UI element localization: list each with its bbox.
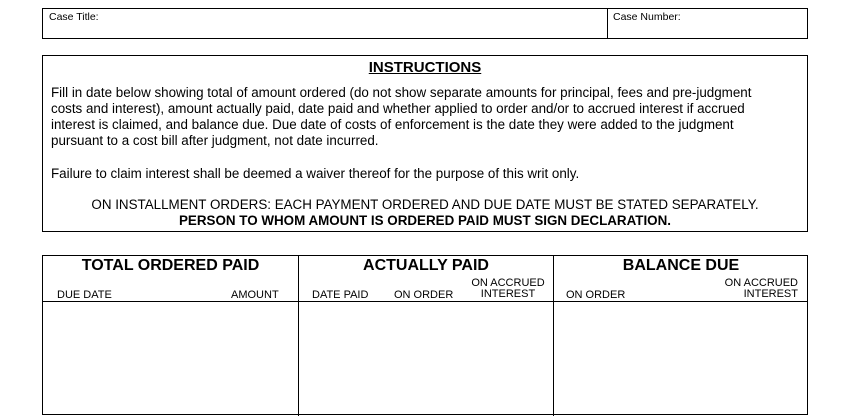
balance-due-entry-area[interactable] [557,304,808,408]
actually-paid-entry-area[interactable] [302,304,553,408]
case-header-divider [607,9,608,38]
declaration-text: PERSON TO WHOM AMOUNT IS ORDERED PAID MUST SIGN DECLARATION. [179,213,671,228]
case-title-field[interactable] [49,24,599,37]
instructions-line: costs and interest), amount actually paid, date paid and whether applied to order and/or to accrued interest if accrued [51,101,745,116]
instructions-paragraph [51,85,785,149]
table-divider-1 [298,256,299,416]
case-number-field[interactable] [613,24,801,37]
installment-text: ON INSTALLMENT ORDERS: EACH PAYMENT ORDERED AND DUE DATE MUST BE STATED SEPARATELY. [91,197,759,212]
payment-table [42,255,808,415]
table-divider-2 [553,256,554,416]
instructions-line: pursuant to a cost bill after judgment, not date incurred. [51,133,379,148]
column-balance-accrued-interest [703,278,798,300]
section-actually-paid: ACTUALLY PAID [363,257,489,274]
instructions-line: interest is claimed, and balance due. Due date of costs of enforcement is the date they were added to the judgment [51,117,734,132]
instructions-line: Fill in date below showing total of amount ordered (do not show separate amounts for principal, fees and pre-judgment [51,85,752,100]
column-due-date: DUE DATE [57,289,112,301]
case-number-label: Case Number: [613,11,681,23]
column-label-line: ON ACCRUED [471,277,545,289]
column-date-paid: DATE PAID [312,289,369,301]
table-header-rule [43,301,807,302]
section-total-ordered-paid: TOTAL ORDERED PAID [81,257,260,274]
column-on-accrued-interest [466,278,550,300]
column-on-order: ON ORDER [394,289,454,301]
instructions-box [42,55,808,232]
case-title-label: Case Title: [49,11,99,23]
case-header-box [42,8,808,39]
column-label-line: ON ACCRUED [724,277,798,289]
instructions-title: INSTRUCTIONS [368,59,482,76]
column-label-line: INTEREST [743,288,798,300]
column-label-line: INTEREST [480,288,536,300]
column-amount: AMOUNT [231,289,279,301]
waiver-text: Failure to claim interest shall be deemed a waiver thereof for the purpose of this writ only. [51,166,580,181]
column-balance-on-order: ON ORDER [566,289,626,301]
section-balance-due: BALANCE DUE [622,257,740,274]
total-ordered-paid-entry-area[interactable] [47,304,298,408]
